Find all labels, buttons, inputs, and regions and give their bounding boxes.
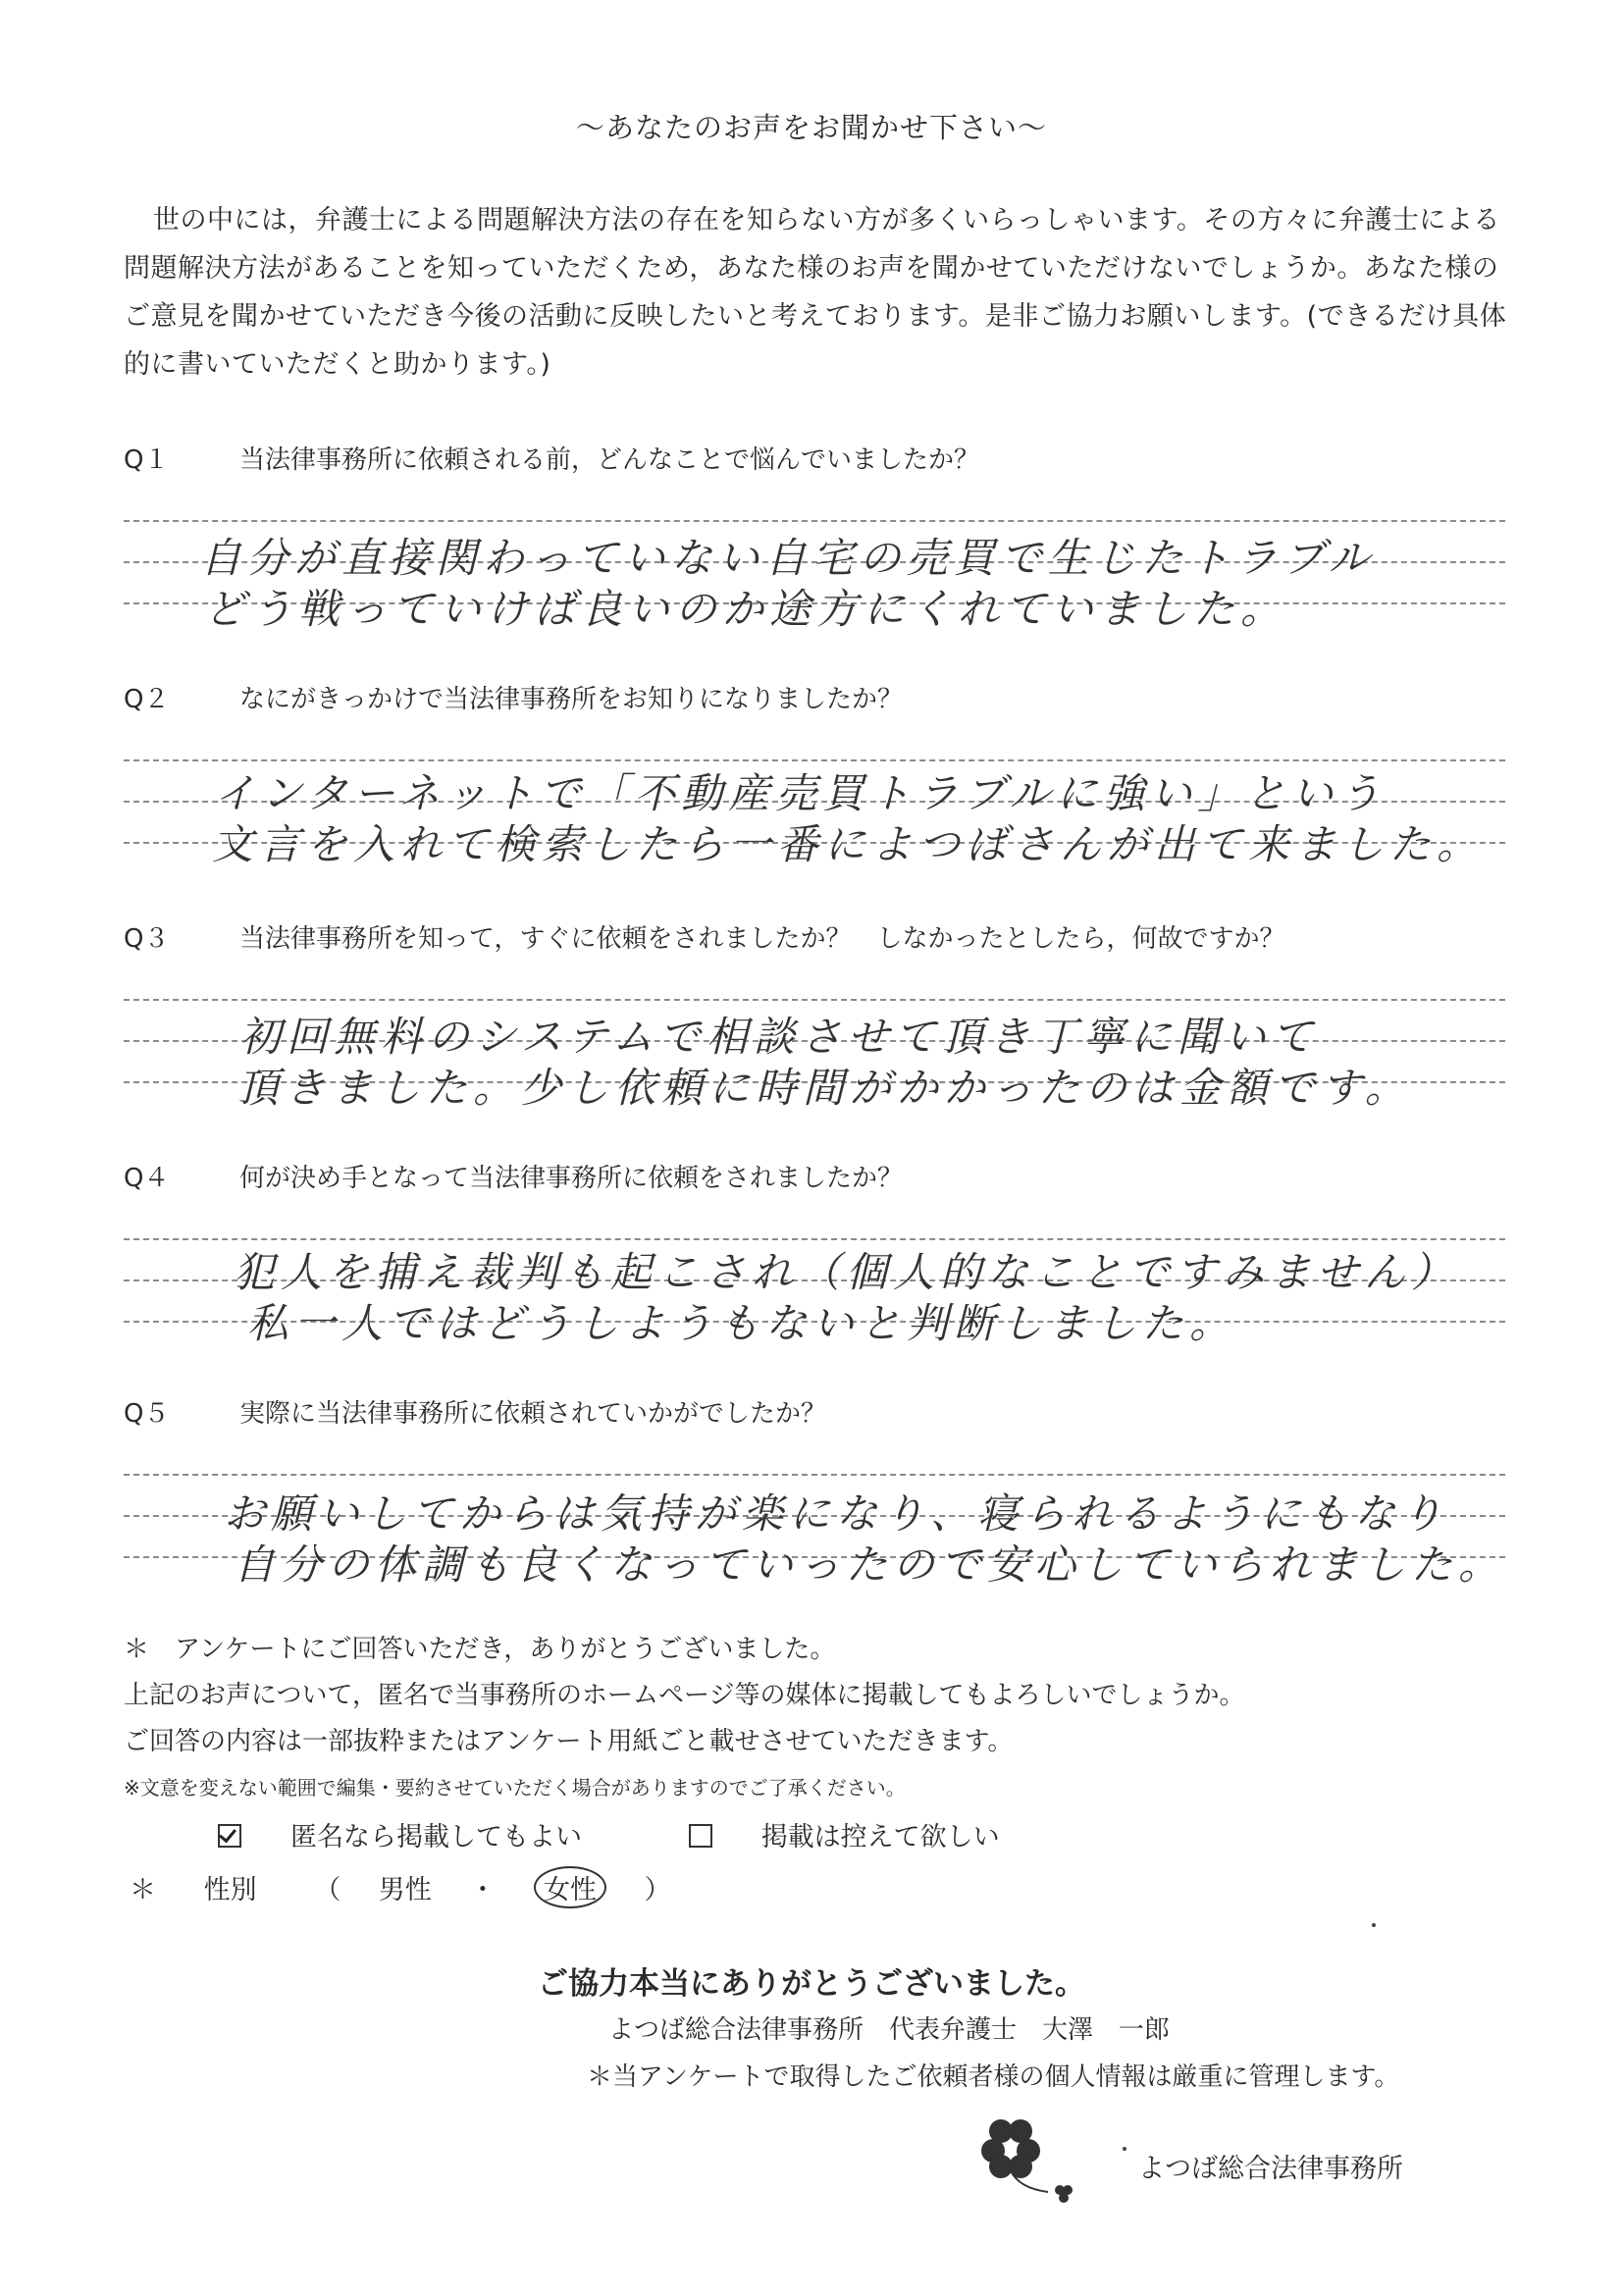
- handwritten-answer-line: 私一人ではどうしようもないと判断しました。: [247, 1299, 1237, 1347]
- handwritten-answer-line: どう戦っていけば良いのか途方にくれていました。: [204, 585, 1288, 633]
- gender-separator: ・: [469, 1875, 497, 1905]
- consent-option-yes[interactable]: 匿名なら掲載してもよい: [218, 1822, 631, 1852]
- handwritten-answer-line: 自分の体調も良くなっていったので安心していられました。: [234, 1540, 1506, 1589]
- checkbox-checked-icon[interactable]: [218, 1824, 241, 1848]
- question-number: Q２: [124, 685, 170, 714]
- closing-notes: [124, 1627, 1244, 1811]
- publication-note: ご回答の内容は一部抜粋またはアンケート用紙ごと載せさせていただきます。: [124, 1727, 1014, 1756]
- speck: [1372, 1923, 1376, 1927]
- closing-thanks: ご協力本当にありがとうございました。: [538, 1966, 1085, 2002]
- question-number: Q４: [124, 1164, 170, 1193]
- gender-label: 性別: [203, 1875, 257, 1905]
- gender-option-female[interactable]: 女性: [534, 1866, 606, 1908]
- handwritten-answer-line: お願いしてからは気持が楽になり、寝られるようにもなり: [224, 1489, 1449, 1538]
- page-title: ～あなたのお声をお聞かせ下さい～: [575, 111, 1047, 144]
- checkbox-empty-icon[interactable]: [689, 1824, 712, 1848]
- thanks-note: ＊ アンケートにご回答いただき，ありがとうございました。: [124, 1635, 836, 1664]
- answer-line: [124, 1474, 1505, 1476]
- consent-options: [218, 1815, 1098, 1853]
- intro-paragraph: 世の中には，弁護士による問題解決方法の存在を知らない方が多くいらっしゃいます。その方々に弁護士による問題解決方法があることを知っていただくため，あなた様のお声を聞かせていただけないでしょうか。あなた様のご意見を聞かせていただき今後の活動に反映したいと考えております。是非ご協力お願いします。(できるだけ具体的に書いていただくと助かります。): [124, 205, 1507, 380]
- handwritten-answer-line: 文言を入れて検索したら一番によつばさんが出て来ました。: [212, 820, 1485, 868]
- question-text: 当法律事務所を知って，すぐに依頼をされましたか？ しなかったとしたら，何故ですか？: [239, 924, 1285, 954]
- four-leaf-clover-icon: [971, 2110, 1079, 2208]
- answer-line: [124, 999, 1505, 1001]
- consent-option-no[interactable]: 掲載は控えて欲しい: [689, 1822, 1049, 1852]
- answer-line: [124, 520, 1505, 522]
- question-number: Q５: [124, 1399, 170, 1429]
- question-block-2: [124, 679, 1517, 905]
- gender-option-male[interactable]: 男性: [378, 1875, 432, 1905]
- question-block-1: [124, 440, 1517, 665]
- question-text: なにがきっかけで当法律事務所をお知りになりましたか？: [239, 685, 904, 714]
- question-text: 何が決め手となって当法律事務所に依頼をされましたか？: [239, 1164, 904, 1193]
- firm-representative: よつば総合法律事務所 代表弁護士 大澤 一郎: [608, 2015, 1171, 2045]
- editing-disclaimer: ※文意を変えない範囲で編集・要約させていただく場合がありますのでご了承ください。: [124, 1776, 906, 1800]
- question-number: Q３: [124, 924, 170, 954]
- handwritten-answer-line: 頂きました。少し依頼に時間がかかったのは金額です。: [237, 1064, 1412, 1112]
- handwritten-answer-line: 犯人を捕え裁判も起こされ（個人的なことですみません）: [234, 1248, 1459, 1296]
- gender-close-paren: ）: [644, 1875, 671, 1905]
- gender-field: [130, 1866, 671, 1908]
- question-block-4: [124, 1158, 1517, 1383]
- firm-logo-name: よつば総合法律事務所: [1138, 2154, 1403, 2184]
- question-block-5: [124, 1393, 1517, 1619]
- question-number: Q１: [124, 445, 170, 475]
- gender-open-paren: （: [314, 1875, 341, 1905]
- handwritten-answer-line: 初回無料のシステムで相談させて頂き丁寧に聞いて: [239, 1013, 1319, 1061]
- question-text: 当法律事務所に依頼される前，どんなことで悩んでいましたか？: [239, 445, 980, 475]
- question-text: 実際に当法律事務所に依頼されていかがでしたか？: [239, 1399, 827, 1429]
- gender-asterisk: ＊: [130, 1875, 156, 1905]
- privacy-note: ＊当アンケートで取得したご依頼者様の個人情報は厳重に管理します。: [587, 2062, 1400, 2092]
- handwritten-answer-line: 自分が直接関わっていない自宅の売買で生じたトラブル: [200, 534, 1376, 582]
- question-block-3: [124, 918, 1517, 1144]
- speck: [1123, 2147, 1126, 2151]
- publication-question: 上記のお声について，匿名で当事務所のホームページ等の媒体に掲載してもよろしいでしょうか。: [124, 1681, 1245, 1710]
- handwritten-answer-line: インターネットで「不動産売買トラブルに強い」という: [214, 769, 1387, 817]
